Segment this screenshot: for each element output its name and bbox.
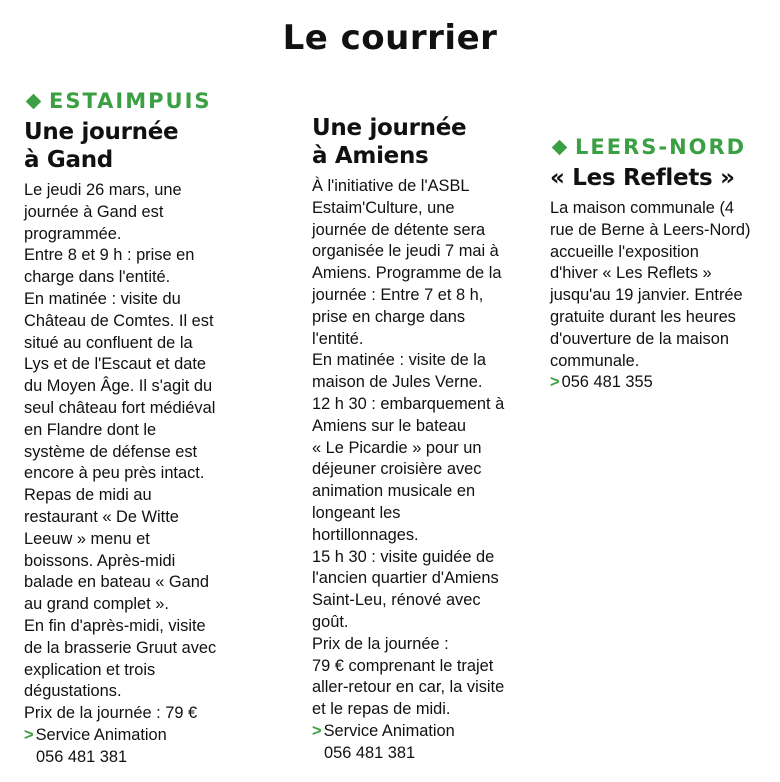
- body-line: 79 € comprenant le trajet: [312, 656, 494, 675]
- body-line: Prix de la journée :: [312, 634, 449, 653]
- body-line: d'ouverture de la maison: [550, 329, 729, 348]
- body-line: journée de détente sera: [312, 220, 486, 239]
- arrow-icon: >: [550, 373, 560, 392]
- body-line: journée : Entre 7 et 8 h,: [312, 285, 484, 304]
- contact-label: Service Animation: [35, 725, 167, 744]
- headline-line: Une journée: [312, 115, 467, 141]
- article-body: [24, 180, 249, 725]
- locality-label: LEERS-NORD: [575, 135, 747, 159]
- body-line: dégustations.: [24, 682, 122, 701]
- body-line: d'hiver « Les Reflets »: [550, 264, 712, 283]
- phone-number: 056 481 381: [36, 747, 128, 766]
- body-line: et le repas de midi.: [312, 700, 451, 719]
- body-line: Amiens sur le bateau: [312, 416, 466, 435]
- body-line: Lys et de l'Escaut et date: [24, 355, 207, 374]
- body-line: « Le Picardie » pour un: [312, 438, 482, 457]
- body-line: rue de Berne à Leers-Nord): [550, 220, 751, 239]
- body-line: programmée.: [24, 224, 122, 243]
- body-line: l'ancien quartier d'Amiens: [312, 569, 499, 588]
- phone-number: 056 481 355: [561, 373, 653, 392]
- body-line: animation musicale en: [312, 482, 476, 501]
- article-leers-nord: [550, 134, 765, 394]
- body-line: En fin d'après-midi, visite: [24, 616, 206, 635]
- body-line: Leeuw » menu et: [24, 529, 150, 548]
- body-line: Saint-Leu, rénové avec: [312, 591, 481, 610]
- phone-number: 056 481 381: [324, 743, 416, 762]
- article-headline: [312, 114, 527, 170]
- body-line: gratuite durant les heures: [550, 307, 736, 326]
- body-line: aller-retour en car, la visite: [312, 678, 505, 697]
- body-line: du Moyen Âge. Il s'agit du: [24, 377, 213, 396]
- body-line: jusqu'au 19 janvier. Entrée: [550, 286, 743, 305]
- body-line: explication et trois: [24, 660, 156, 679]
- body-line: longeant les: [312, 503, 401, 522]
- body-line: Amiens. Programme de la: [312, 264, 502, 283]
- body-line: balade en bateau « Gand: [24, 573, 210, 592]
- body-line: À l'initiative de l'ASBL: [312, 177, 470, 195]
- body-line: situé au confluent de la: [24, 333, 193, 352]
- diamond-bullet-icon: [552, 139, 568, 155]
- body-line: En matinée : visite de la: [312, 351, 487, 370]
- headline-line: à Amiens: [312, 143, 429, 169]
- body-line: goût.: [312, 612, 349, 631]
- body-line: restaurant « De Witte: [24, 507, 179, 526]
- body-line: hortillonnages.: [312, 525, 419, 544]
- body-line: communale.: [550, 351, 640, 370]
- article-headline: [24, 118, 249, 174]
- body-line: En matinée : visite du: [24, 289, 181, 308]
- body-line: Château de Comtes. Il est: [24, 311, 214, 330]
- article-body: [312, 176, 527, 721]
- locality-heading: [550, 134, 765, 160]
- page-title: Le courrier: [282, 18, 498, 58]
- body-line: maison de Jules Verne.: [312, 373, 483, 392]
- body-line: Estaim'Culture, une: [312, 198, 455, 217]
- arrow-icon: >: [24, 725, 34, 744]
- body-line: 15 h 30 : visite guidée de: [312, 547, 495, 566]
- contact-info: [24, 725, 249, 769]
- body-line: de la brasserie Gruut avec: [24, 638, 217, 657]
- contact-info: [312, 721, 527, 765]
- arrow-icon: >: [312, 721, 322, 740]
- locality-heading: [24, 88, 249, 114]
- headline-line: à Gand: [24, 147, 113, 173]
- body-line: Entre 8 et 9 h : prise en: [24, 246, 195, 265]
- body-line: prise en charge dans: [312, 307, 466, 326]
- contact-label: Service Animation: [323, 721, 455, 740]
- body-line: Le jeudi 26 mars, une: [24, 181, 182, 199]
- headline-line: Une journée: [24, 119, 179, 145]
- body-line: journée à Gand est: [24, 202, 164, 221]
- article-body: [550, 198, 765, 372]
- body-line: Prix de la journée : 79 €: [24, 704, 198, 723]
- body-line: l'entité.: [312, 329, 364, 348]
- body-line: au grand complet ».: [24, 595, 169, 614]
- locality-label: ESTAIMPUIS: [49, 89, 212, 113]
- body-line: Repas de midi au: [24, 486, 152, 505]
- body-line: charge dans l'entité.: [24, 268, 171, 287]
- article-estaimpuis: [24, 88, 249, 769]
- body-line: seul château fort médiéval: [24, 398, 216, 417]
- contact-info: [550, 372, 765, 394]
- article-headline: [550, 164, 765, 192]
- article-amiens: [312, 110, 527, 765]
- diamond-bullet-icon: [26, 93, 42, 109]
- body-line: 12 h 30 : embarquement à: [312, 394, 505, 413]
- body-line: boissons. Après-midi: [24, 551, 176, 570]
- body-line: déjeuner croisière avec: [312, 460, 482, 479]
- body-line: La maison communale (4: [550, 199, 735, 217]
- body-line: système de défense est: [24, 442, 198, 461]
- headline-line: « Les Reflets »: [550, 165, 735, 191]
- body-line: accueille l'exposition: [550, 242, 699, 261]
- body-line: encore à peu près intact.: [24, 464, 205, 483]
- body-line: en Flandre dont le: [24, 420, 157, 439]
- body-line: organisée le jeudi 7 mai à: [312, 242, 499, 261]
